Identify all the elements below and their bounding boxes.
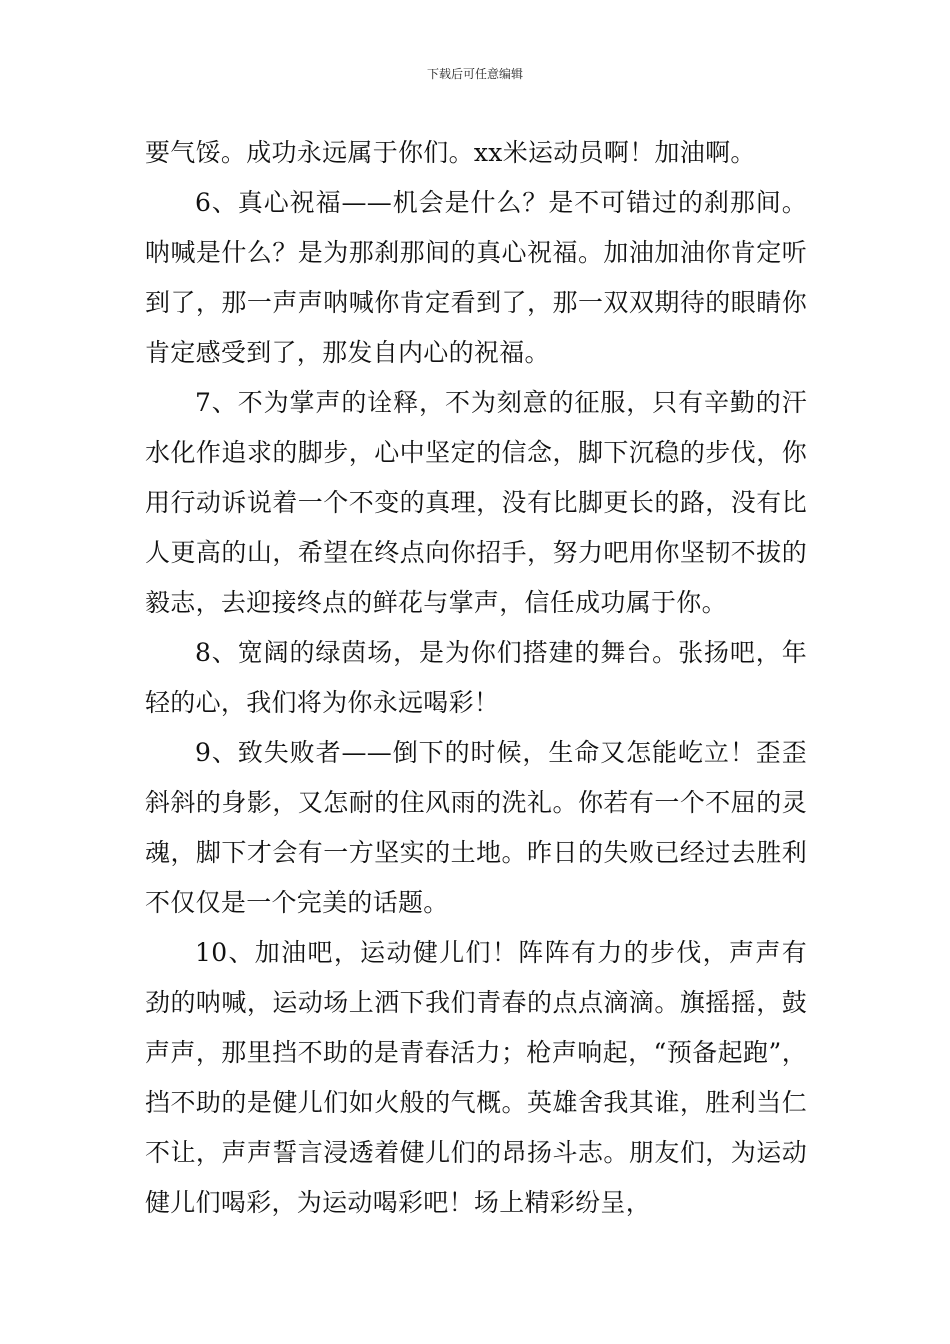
paragraph-continuation: 要气馁。成功永远属于你们。xx米运动员啊！加油啊。 xyxy=(145,138,756,167)
page-header: 下载后可任意编辑 xyxy=(426,67,523,81)
paragraph-7: 7、不为掌声的诠释，不为刻意的征服，只有辛勤的汗水化作追求的脚步，心中坚定的信念，脚下沉稳的步伐，你用行动诉说着一个不变的真理，没有比脚更长的路，没有比人更高的山，希望在终点向你招手，努力吧用你坚韧不拔的毅志，去迎接终点的鲜花与掌声，信任成功属于你。 xyxy=(145,388,807,617)
paragraph-9: 9、致失败者——倒下的时候，生命又怎能屹立！歪歪斜斜的身影，又怎耐的住风雨的洗礼。你若有一个不屈的灵魂，脚下才会有一方坚实的土地。昨日的失败已经过去胜利不仅仅是一个完美的话题。 xyxy=(145,738,807,917)
paragraph-8: 8、宽阔的绿茵场，是为你们搭建的舞台。张扬吧，年轻的心，我们将为你永远喝彩！ xyxy=(145,638,807,717)
paragraph-6: 6、真心祝福——机会是什么？是不可错过的刹那间。呐喊是什么？是为那刹那间的真心祝福。加油加油你肯定听到了，那一声声呐喊你肯定看到了，那一双双期待的眼睛你肯定感受到了，那发自内心的祝福。 xyxy=(145,188,807,367)
paragraph-10: 10、加油吧，运动健儿们！阵阵有力的步伐，声声有劲的呐喊，运动场上洒下我们青春的点点滴滴。旗摇摇，鼓声声，那里挡不助的是青春活力；枪声响起，“预备起跑”，挡不助的是健儿们如火般的气概。英雄舍我其谁，胜利当仁不让，声声誓言浸透着健儿们的昂扬斗志。朋友们，为运动健儿们喝彩，为运动喝彩吧！场上精彩纷呈， xyxy=(145,938,807,1217)
body-text xyxy=(145,128,807,1228)
